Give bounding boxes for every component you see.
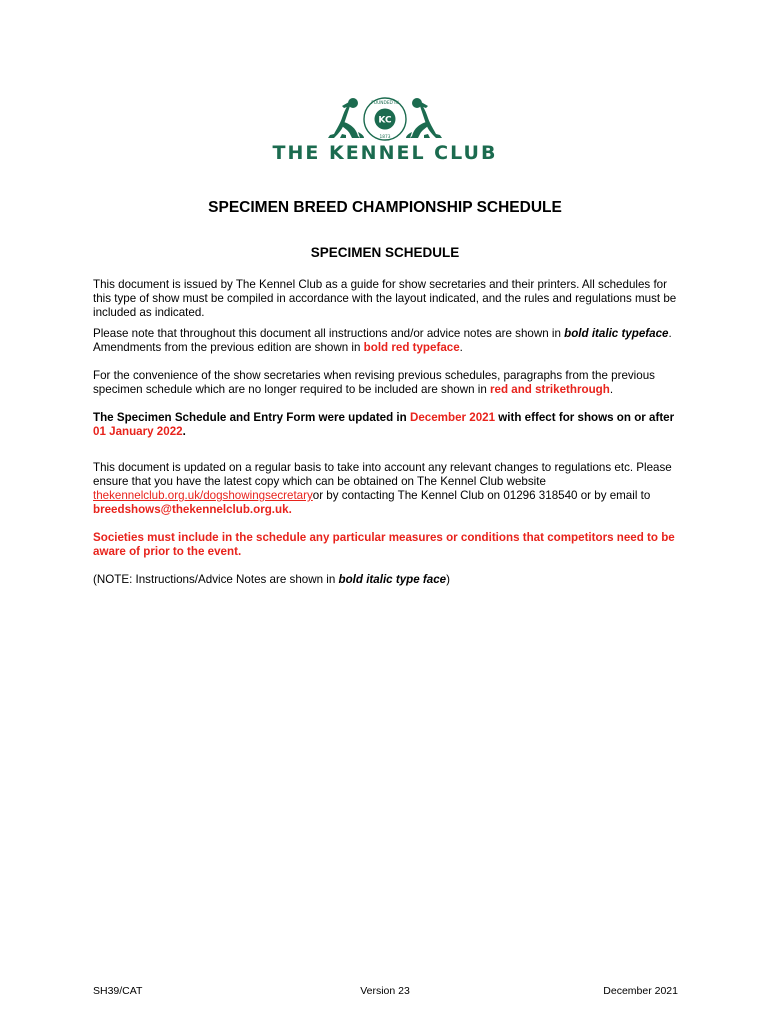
intro-paragraph: This document is issued by The Kennel Club as a guide for show secretaries and their printers. All schedules for this type of show must be compiled in accordance with the layout indicated, and the rules and regulations must be included as indicated. [93,278,677,319]
document-subtitle: SPECIMEN SCHEDULE [310,245,460,260]
contact-paragraph [93,461,683,517]
footer-version: Version 23 [360,985,410,997]
kennel-club-wordmark: THE KENNEL CLUB [272,142,498,164]
kennel-club-logo [0,90,770,170]
societies-note-paragraph: Societies must include in the schedule any particular measures or conditions that competitors need to be aware of prior to the event. [93,531,675,558]
bold-italic-text: bold italic typeface [564,327,669,340]
update-note-paragraph [93,411,683,439]
effective-date: 01 January 2022 [93,425,183,438]
kc-emblem-icon [320,94,450,144]
text-span: The Specimen Schedule and Entry Form were updated in [93,411,410,424]
emblem-year: 1873 [379,135,391,140]
document-title: SPECIMEN BREED CHAMPIONSHIP SCHEDULE [208,199,562,216]
text-span: . [288,503,292,516]
typeface-note-paragraph [93,327,683,355]
emblem-founded-text: FOUNDED IN [371,101,399,106]
footer-doc-code: SH39/CAT [93,985,143,997]
text-span: . [609,383,614,396]
text-span: or by contacting The Kennel Club on 01296 318540 or by email to [312,489,651,502]
website-link[interactable]: thekennelclub.org.uk/dogshowingsecretary [93,489,313,502]
footer-date: December 2021 [603,985,678,997]
bold-italic-text: bold italic type face [338,573,447,586]
document-body [93,278,683,587]
emblem-initials: KC [378,115,392,126]
text-span: For the convenience of the show secretaries when revising previous schedules, paragraphs from the previous specimen schedule which are no longer required to be included are shown in [93,369,655,396]
text-span: with effect for shows on or after [495,411,675,424]
text-span: . [459,341,463,354]
text-span: Please note that throughout this document all instructions and/or advice notes are shown in [93,327,565,340]
update-date: December 2021 [409,411,496,424]
text-span: (NOTE: Instructions/Advice Notes are shown in [93,573,339,586]
instructions-note-paragraph [93,573,683,587]
red-text: red and strikethrough [490,383,610,396]
text-span: . [182,425,186,438]
email-address[interactable]: breedshows@thekennelclub.org.uk [93,503,289,516]
strikethrough-note-paragraph [93,369,683,397]
text-span: ) [446,573,450,586]
red-text: bold red typeface [363,341,460,354]
text-span: This document is updated on a regular basis to take into account any relevant changes to regulations etc. Please ensure that you have the latest copy which can be obtained on The Kennel Club website [93,461,672,488]
text-span: . Amendments from the previous edition are shown in [93,327,672,354]
